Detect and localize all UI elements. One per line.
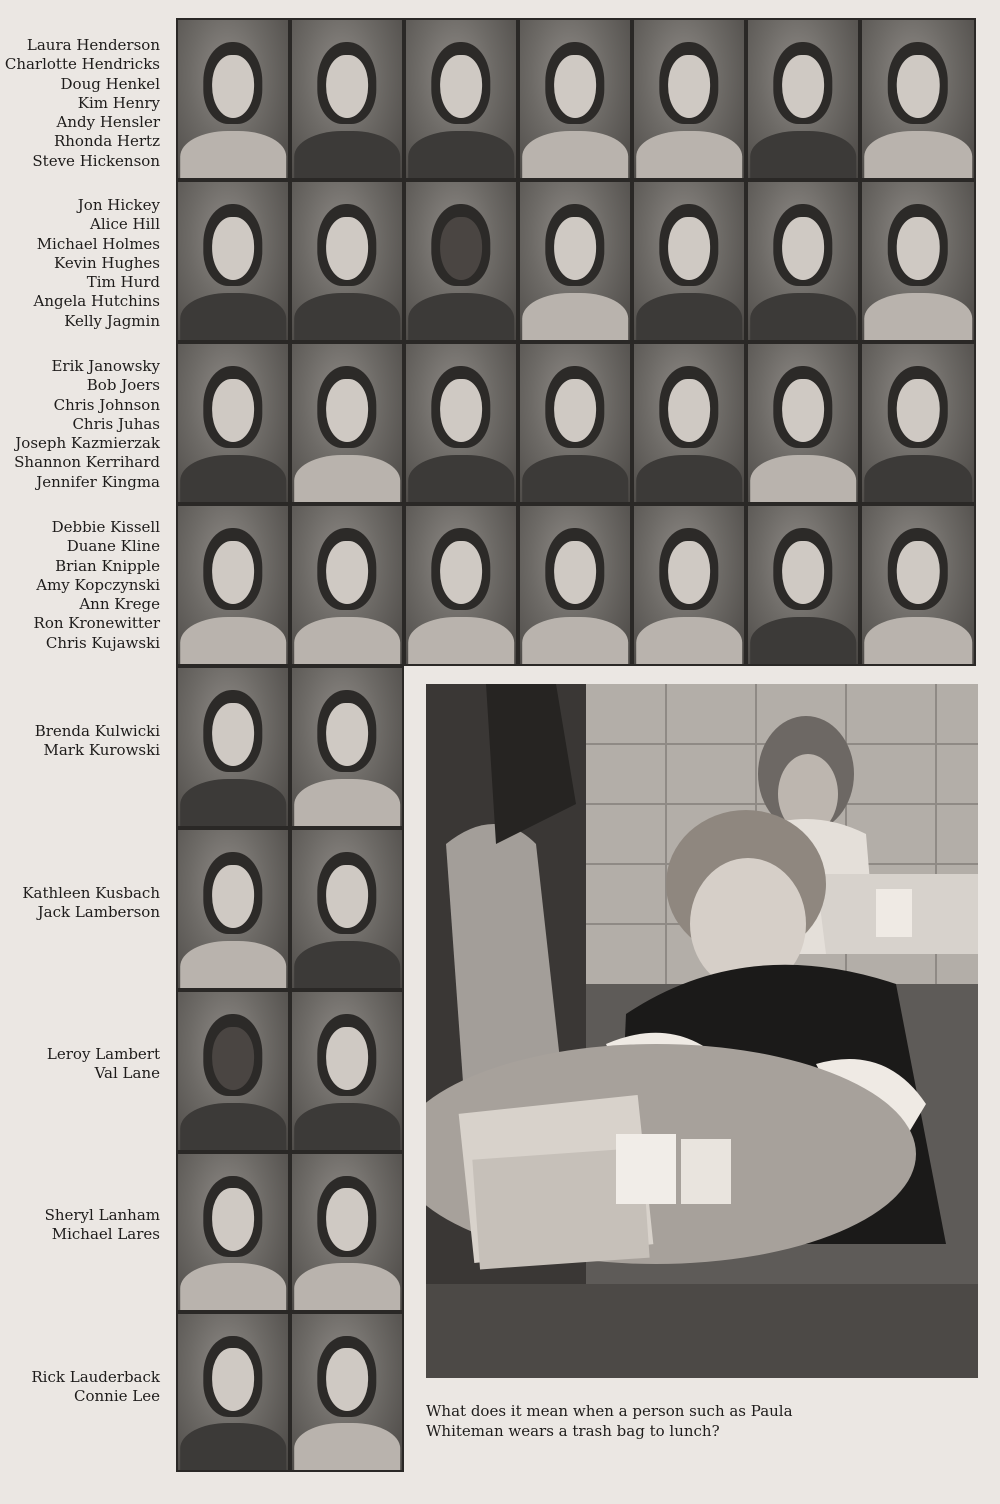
student-name: Michael Lares — [51, 1225, 160, 1244]
student-name: Rick Lauderback — [31, 1368, 160, 1386]
name-list-row-6 — [22, 884, 160, 923]
student-portrait — [292, 1154, 402, 1310]
student-name: Chris Kujawski — [45, 633, 160, 652]
name-list-row-5 — [35, 722, 160, 761]
student-name: Joseph Kazmierzak — [15, 434, 160, 453]
student-portrait — [292, 992, 402, 1150]
student-portrait — [634, 20, 744, 178]
candid-photo-drawing — [426, 684, 978, 1378]
student-portrait — [406, 182, 516, 340]
student-portrait — [520, 182, 630, 340]
name-list-row-7 — [47, 1045, 160, 1084]
student-portrait — [292, 20, 402, 178]
student-name: Jennifer Kingma — [36, 472, 160, 491]
student-name: Erik Janowsky — [51, 357, 160, 375]
student-name: Duane Kline — [66, 537, 160, 556]
student-name: Kathleen Kusbach — [22, 884, 160, 902]
student-portrait — [406, 20, 516, 178]
student-name: Leroy Lambert — [46, 1045, 160, 1063]
photo-row-9 — [176, 1312, 404, 1472]
student-name: Debbie Kissell — [51, 518, 160, 536]
photo-row-4 — [176, 504, 976, 666]
student-portrait — [862, 506, 974, 664]
student-portrait — [748, 506, 858, 664]
student-name: Chris Juhas — [72, 414, 160, 433]
student-portrait — [748, 344, 858, 502]
name-list-row-8 — [45, 1206, 160, 1245]
student-portrait — [178, 668, 288, 826]
name-list-row-3 — [14, 357, 160, 492]
student-name: Doug Henkel — [60, 74, 160, 93]
student-name: Kim Henry — [77, 93, 160, 112]
student-portrait — [520, 344, 630, 502]
student-name: Ann Krege — [79, 595, 160, 614]
student-portrait — [634, 506, 744, 664]
student-name: Bob Joers — [86, 376, 160, 395]
student-name: Alice Hill — [90, 215, 160, 234]
student-portrait — [178, 830, 288, 988]
photo-caption: What does it mean when a person such as Paula Whiteman wears a trash bag to lunch? — [426, 1402, 793, 1440]
photo-row-6 — [176, 828, 404, 990]
student-portrait — [292, 182, 402, 340]
photo-row-1 — [176, 18, 976, 180]
student-portrait — [178, 344, 288, 502]
student-portrait — [178, 992, 288, 1150]
student-portrait — [178, 1154, 288, 1310]
student-portrait — [748, 182, 858, 340]
student-portrait — [178, 182, 288, 340]
student-name: Tim Hurd — [86, 273, 160, 292]
student-portrait — [634, 182, 744, 340]
student-portrait — [862, 344, 974, 502]
student-name: Brenda Kulwicki — [34, 722, 160, 740]
student-name: Jack Lamberson — [37, 903, 160, 922]
student-name: Jon Hickey — [77, 196, 160, 214]
student-name: Shannon Kerrihard — [14, 453, 160, 472]
student-name: Chris Johnson — [53, 395, 160, 414]
student-portrait — [862, 20, 974, 178]
student-name: Michael Holmes — [36, 234, 160, 253]
student-name: Mark Kurowski — [43, 741, 160, 760]
student-name: Steve Hickenson — [32, 151, 160, 170]
student-portrait — [178, 20, 288, 178]
student-name: Amy Kopczynski — [36, 575, 160, 594]
student-name: Angela Hutchins — [33, 292, 160, 311]
student-portrait — [292, 830, 402, 988]
student-name: Kevin Hughes — [54, 253, 160, 272]
photo-row-8 — [176, 1152, 404, 1312]
student-name: Sheryl Lanham — [44, 1206, 160, 1224]
photo-row-3 — [176, 342, 976, 504]
name-list-row-9 — [31, 1368, 160, 1407]
student-name: Connie Lee — [74, 1387, 160, 1406]
student-portrait — [292, 506, 402, 664]
photo-row-7 — [176, 990, 404, 1152]
student-portrait — [178, 1314, 288, 1470]
student-portrait — [862, 182, 974, 340]
student-name: Charlotte Hendricks — [4, 55, 160, 74]
student-name: Rhonda Hertz — [53, 132, 160, 151]
student-name: Val Lane — [94, 1064, 160, 1083]
student-portrait — [178, 506, 288, 664]
name-list-row-1 — [5, 36, 160, 171]
student-portrait — [748, 20, 858, 178]
student-name: Laura Henderson — [26, 36, 160, 54]
student-portrait — [520, 506, 630, 664]
student-name: Andy Hensler — [56, 113, 160, 132]
photo-row-5 — [176, 666, 404, 828]
student-portrait — [406, 344, 516, 502]
student-portrait — [292, 1314, 402, 1470]
name-list-row-4 — [34, 518, 160, 653]
student-portrait — [292, 668, 402, 826]
student-name: Brian Knipple — [55, 556, 160, 575]
student-name: Ron Kronewitter — [33, 614, 160, 633]
candid-lunch-photo — [426, 684, 978, 1378]
student-name: Kelly Jagmin — [64, 311, 160, 330]
student-portrait — [406, 506, 516, 664]
student-portrait — [634, 344, 744, 502]
photo-row-2 — [176, 180, 976, 342]
student-portrait — [520, 20, 630, 178]
student-portrait — [292, 344, 402, 502]
name-list-row-2 — [34, 196, 160, 331]
